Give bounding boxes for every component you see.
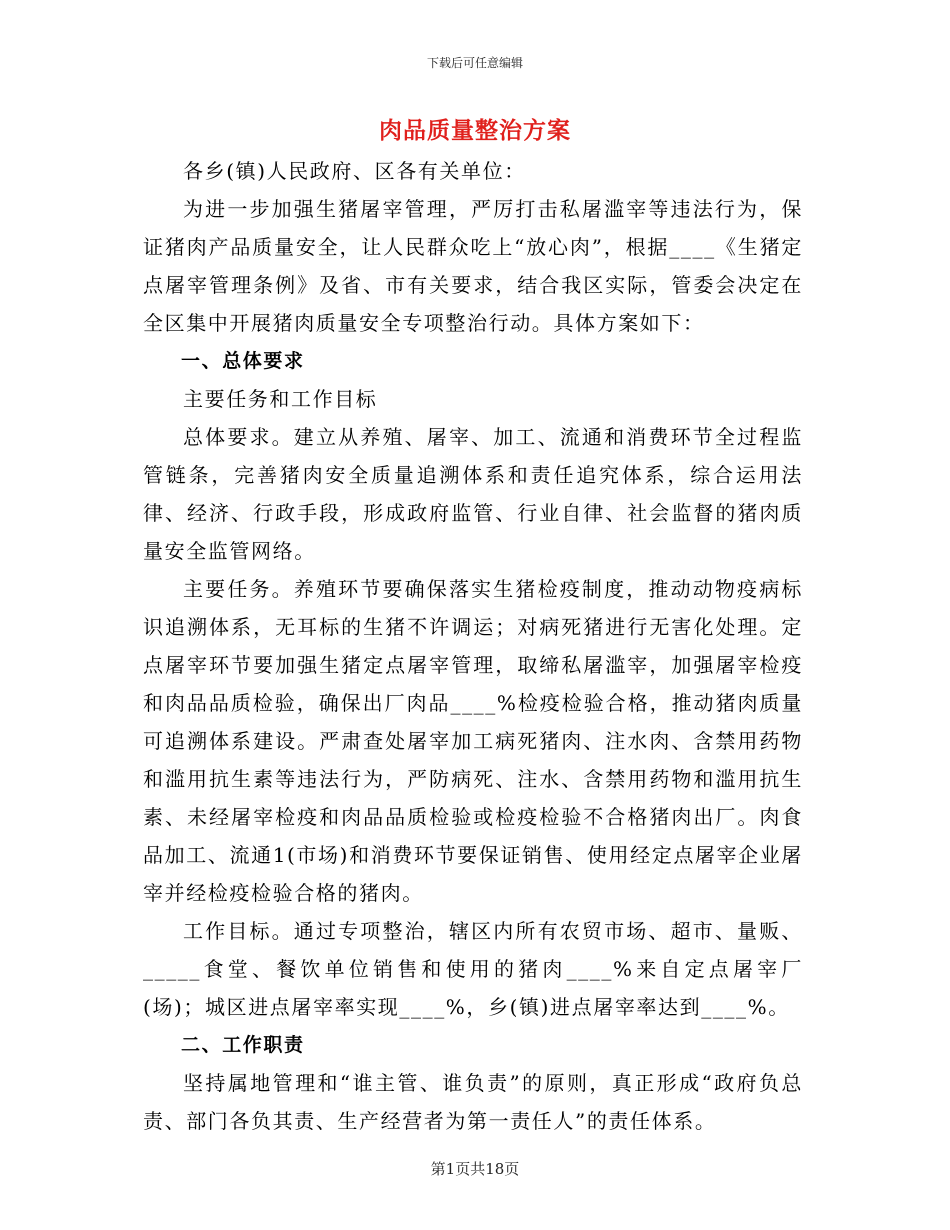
paragraph-responsibilities: 坚持属地管理和“谁主管、谁负责”的原则，真正形成“政府负总责、部门各负其责、生产经营者为第一责任人”的责任体系。 [143,1071,803,1133]
intro-paragraph: 为进一步加强生猪屠宰管理，严厉打击私屠滥宰等违法行为，保证猪肉产品质量安全，让人民群众吃上“放心肉”，根据____《生猪定点屠宰管理条例》及省、市有关要求，结合我区实际，管委会决定在全区集中开展猪肉质量安全专项整治行动。具体方案如下： [143,197,803,335]
document-title: 肉品质量整治方案 [379,117,571,144]
paragraph-overall-requirements: 总体要求。建立从养殖、屠宰、加工、流通和消费环节全过程监管链条，完善猪肉安全质量追溯体系和责任追究体系，综合运用法律、经济、行政手段，形成政府监管、行业自律、社会监督的猪肉质量安全监管网络。 [143,425,803,563]
paragraph-main-tasks: 主要任务。养殖环节要确保落实生猪检疫制度，推动动物疫病标识追溯体系，无耳标的生猪不许调运；对病死猪进行无害化处理。定点屠宰环节要加强生猪定点屠宰管理，取缔私屠滥宰，加强屠宰检疫和肉品品质检验，确保出厂肉品____%检疫检验合格，推动猪肉质量可追溯体系建设。严肃查处屠宰加工病死猪肉、注水肉、含禁用药物和滥用抗生素等违法行为，严防病死、注水、含禁用药物和滥用抗生素、未经屠宰检疫和肉品品质检验或检疫检验不合格猪肉出厂。肉食品加工、流通1(市场)和消费环节要保证销售、使用经定点屠宰企业屠宰并经检疫检验合格的猪肉。 [143,577,803,905]
paragraph-work-goals: 工作目标。通过专项整治，辖区内所有农贸市场、超市、量贩、_____食堂、餐饮单位销售和使用的猪肉____%来自定点屠宰厂(场)；城区进点屠宰率实现____%，乡(镇)进点屠宰率达到____%。 [143,919,803,1019]
page-footer: 第1页共18页 [430,1160,520,1178]
subheading: 主要任务和工作目标 [183,387,378,411]
section-heading-2: 二、工作职责 [181,1034,305,1056]
header-note: 下载后可任意编辑 [426,56,523,70]
section-heading-1: 一、总体要求 [181,350,305,372]
document-body [143,152,803,1140]
salutation: 各乡(镇)人民政府、区各有关单位： [183,159,526,183]
